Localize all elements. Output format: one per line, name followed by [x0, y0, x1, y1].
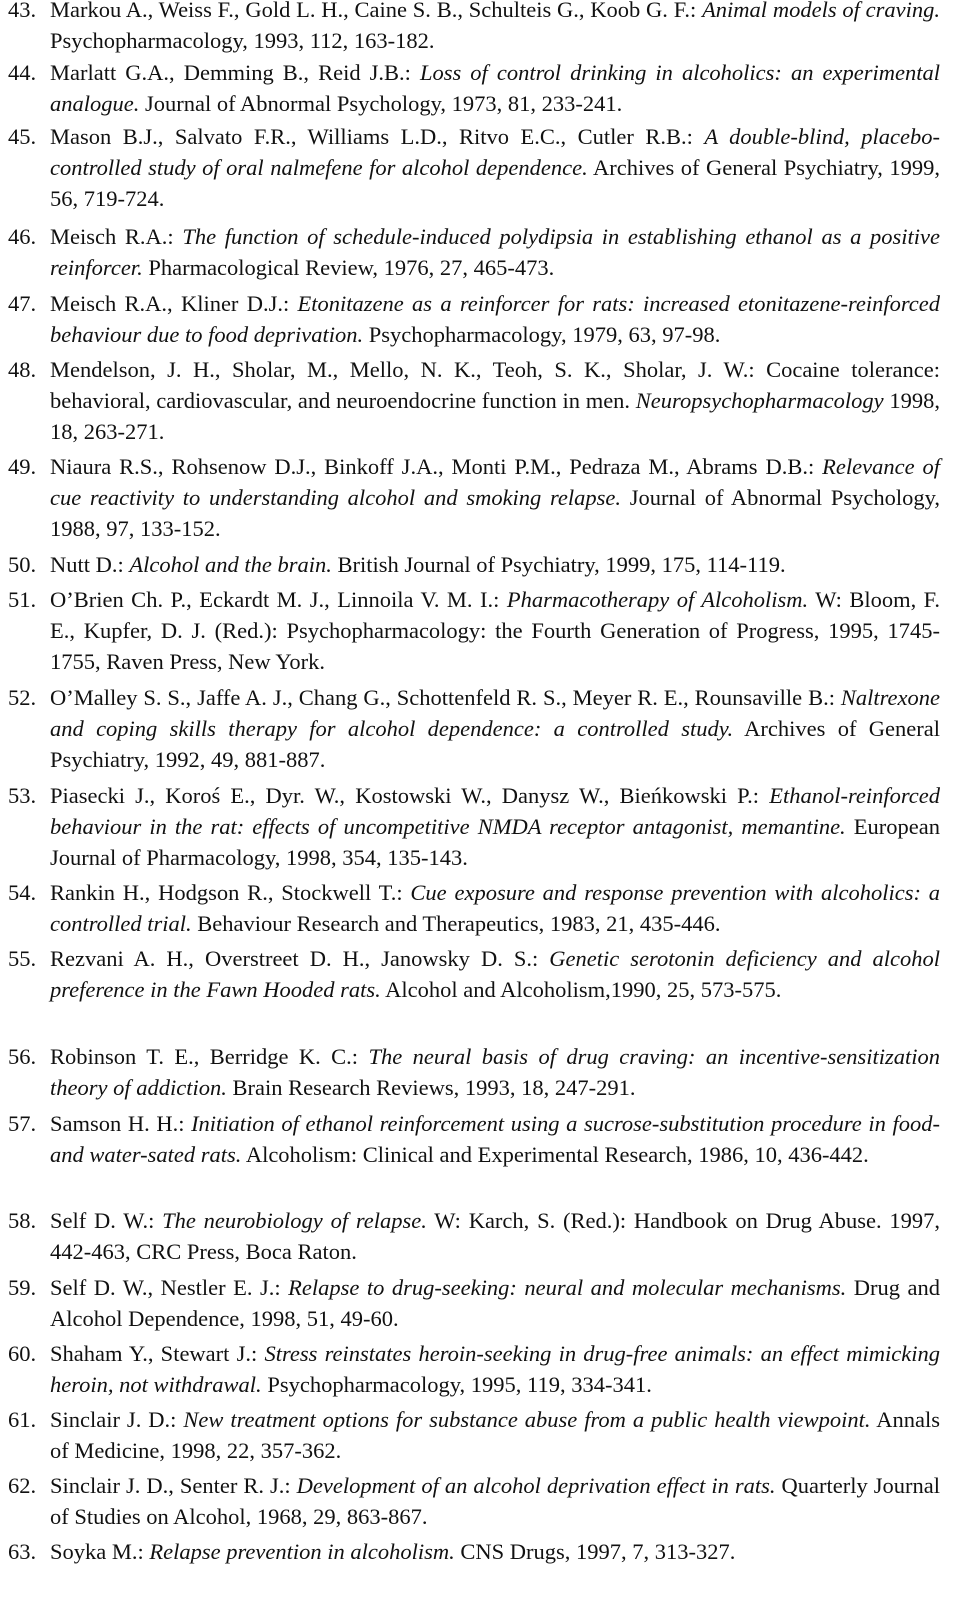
reference-text	[50, 1041, 940, 1103]
reference-entry	[8, 354, 940, 447]
reference-number: 61.	[8, 1407, 37, 1432]
reference-text	[50, 877, 940, 939]
reference-source: Alcoholism: Clinical and Experimental Research, 1986, 10, 436-442.	[241, 1142, 869, 1167]
reference-authors: Soyka M.:	[50, 1539, 150, 1564]
reference-number: 58.	[8, 1208, 37, 1233]
reference-text	[50, 0, 940, 56]
reference-number: 54.	[8, 880, 37, 905]
reference-title: Initiation of ethanol reinforcement using a sucrose-substitution procedure in food- and water-sated rats.	[50, 1111, 940, 1167]
reference-authors: Samson H. H.:	[50, 1111, 192, 1136]
reference-entry	[8, 1205, 940, 1267]
reference-source: W: Bloom, F. E., Kupfer, D. J. (Red.): Psychopharmacology: the Fourth Generation of Progress, 1995, 1745-1755, Raven Press, New York.	[50, 587, 941, 674]
reference-title: Development of an alcohol deprivation effect in rats.	[296, 1473, 776, 1498]
reference-source: Drug and Alcohol Dependence, 1998, 51, 49-60.	[50, 1275, 940, 1331]
reference-entry	[8, 682, 940, 775]
reference-source: Archives of General Psychiatry, 1992, 49, 881-887.	[50, 716, 940, 772]
reference-authors: Markou A., Weiss F., Gold L. H., Caine S. B., Schulteis G., Koob G. F.:	[50, 0, 703, 22]
reference-authors: Shaham Y., Stewart J.:	[50, 1341, 265, 1366]
reference-title: Relapse to drug-seeking: neural and molecular mechanisms.	[288, 1275, 847, 1300]
reference-source: Psychopharmacology, 1979, 63, 97-98.	[363, 322, 721, 347]
reference-title: Alcohol and the brain.	[129, 552, 332, 577]
reference-number: 49.	[8, 454, 37, 479]
reference-entry	[8, 780, 940, 873]
reference-entry	[8, 1338, 940, 1400]
reference-title: Animal models of craving.	[702, 0, 940, 22]
reference-text	[50, 780, 940, 873]
reference-entry	[8, 549, 940, 580]
reference-title: The neurobiology of relapse.	[162, 1208, 427, 1233]
reference-source: 1998, 18, 263-271.	[50, 388, 940, 444]
reference-authors: Rankin H., Hodgson R., Stockwell T.:	[50, 880, 411, 905]
reference-text	[50, 1272, 940, 1334]
reference-number: 46.	[8, 224, 37, 249]
reference-text	[50, 1404, 940, 1466]
reference-text	[50, 682, 940, 775]
reference-text	[50, 943, 940, 1005]
reference-entry	[8, 1041, 940, 1103]
reference-source: W: Karch, S. (Red.): Handbook on Drug Abuse. 1997, 442-463, CRC Press, Boca Raton.	[50, 1208, 940, 1264]
reference-number: 52.	[8, 685, 37, 710]
reference-title: Relevance of cue reactivity to understanding alcohol and smoking relapse.	[50, 454, 940, 510]
reference-number: 63.	[8, 1539, 37, 1564]
reference-number: 57.	[8, 1111, 37, 1136]
reference-authors: Sinclair J. D., Senter R. J.:	[50, 1473, 297, 1498]
reference-text	[50, 1536, 940, 1567]
reference-text	[50, 1470, 940, 1532]
reference-authors: Robinson T. E., Berridge K. C.:	[50, 1044, 369, 1069]
reference-text	[50, 451, 940, 544]
reference-source: Archives of General Psychiatry, 1999, 56, 719-724.	[50, 155, 941, 211]
reference-title: Cue exposure and response prevention with alcoholics: a controlled trial.	[50, 880, 941, 936]
reference-source: CNS Drugs, 1997, 7, 313-327.	[454, 1539, 736, 1564]
reference-number: 50.	[8, 552, 37, 577]
reference-source: Alcohol and Alcoholism,1990, 25, 573-575.	[380, 977, 782, 1002]
reference-title: Neuropsychopharmacology	[635, 388, 884, 413]
reference-authors: Self D. W.:	[50, 1208, 163, 1233]
reference-source: Pharmacological Review, 1976, 27, 465-473.	[142, 255, 555, 280]
reference-authors: Meisch R.A., Kliner D.J.:	[50, 291, 298, 316]
reference-source: Quarterly Journal of Studies on Alcohol, 1968, 29, 863-867.	[50, 1473, 940, 1529]
reference-source: European Journal of Pharmacology, 1998, 354, 135-143.	[50, 814, 940, 870]
reference-text	[50, 354, 940, 447]
reference-entry	[8, 1536, 940, 1567]
reference-entry	[8, 121, 940, 214]
reference-source: Psychopharmacology, 1995, 119, 334-341.	[261, 1372, 652, 1397]
reference-number: 48.	[8, 357, 37, 382]
reference-authors: Marlatt G.A., Demming B., Reid J.B.:	[50, 60, 420, 85]
reference-authors: Nutt D.:	[50, 552, 130, 577]
reference-entry	[8, 451, 940, 544]
reference-text	[50, 1108, 940, 1170]
reference-text	[50, 288, 940, 350]
reference-source: British Journal of Psychiatry, 1999, 175, 114-119.	[331, 552, 786, 577]
reference-number: 53.	[8, 783, 37, 808]
reference-text	[50, 1205, 940, 1267]
reference-number: 55.	[8, 946, 37, 971]
reference-text	[50, 549, 940, 580]
reference-title: A double-blind, placebo-controlled study of oral nalmefene for alcohol dependence.	[50, 124, 940, 180]
reference-number: 60.	[8, 1341, 37, 1366]
reference-number: 59.	[8, 1275, 37, 1300]
reference-number: 51.	[8, 587, 37, 612]
reference-title: Loss of control drinking in alcoholics: an experimental analogue.	[50, 60, 940, 116]
reference-authors: Mendelson, J. H., Sholar, M., Mello, N. K., Teoh, S. K., Sholar, J. W.: Cocaine tolerance: behavioral, cardiovascular, and neuroendocrine function in men.	[50, 357, 940, 413]
reference-entry	[8, 584, 940, 677]
reference-entry	[8, 57, 940, 119]
reference-entry	[8, 0, 940, 56]
reference-source: Journal of Abnormal Psychology, 1973, 81, 233-241.	[139, 91, 623, 116]
reference-source: Behaviour Research and Therapeutics, 1983, 21, 435-446.	[191, 911, 721, 936]
reference-title: New treatment options for substance abuse from a public health viewpoint.	[183, 1407, 871, 1432]
reference-entry	[8, 221, 940, 283]
reference-title: Etonitazene as a reinforcer for rats: increased etonitazene-reinforced behaviour due to food deprivation.	[50, 291, 940, 347]
reference-title: The neural basis of drug craving: an incentive-sensitization theory of addiction.	[50, 1044, 940, 1100]
reference-authors: Sinclair J. D.:	[50, 1407, 184, 1432]
reference-title: Pharmacotherapy of Alcoholism.	[506, 587, 809, 612]
reference-authors: O’Malley S. S., Jaffe A. J., Chang G., Schottenfeld R. S., Meyer R. E., Rounsaville B.:	[50, 685, 841, 710]
reference-source: Annals of Medicine, 1998, 22, 357-362.	[50, 1407, 940, 1463]
reference-number: 47.	[8, 291, 37, 316]
reference-title: Naltrexone and coping skills therapy for alcohol dependence: a controlled study.	[50, 685, 940, 741]
reference-authors: Mason B.J., Salvato F.R., Williams L.D., Ritvo E.C., Cutler R.B.:	[50, 124, 705, 149]
reference-title: Stress reinstates heroin-seeking in drug-free animals: an effect mimicking heroin, not withdrawal.	[50, 1341, 940, 1397]
reference-text	[50, 221, 940, 283]
reference-entry	[8, 943, 940, 1005]
reference-authors: Piasecki J., Koroś E., Dyr. W., Kostowski W., Danysz W., Bieńkowski P.:	[50, 783, 770, 808]
reference-entry	[8, 1272, 940, 1334]
reference-source: Psychopharmacology, 1993, 112, 163-182.	[50, 28, 435, 53]
reference-title: The function of schedule-induced polydipsia in establishing ethanol as a positive reinforcer.	[50, 224, 941, 280]
reference-title: Genetic serotonin deficiency and alcohol preference in the Fawn Hooded rats.	[50, 946, 941, 1002]
reference-entry	[8, 1470, 940, 1532]
reference-entry	[8, 1108, 940, 1170]
reference-source: Journal of Abnormal Psychology, 1988, 97, 133-152.	[50, 485, 941, 541]
reference-entry	[8, 288, 940, 350]
reference-text	[50, 584, 940, 677]
reference-authors: Rezvani A. H., Overstreet D. H., Janowsky D. S.:	[50, 946, 550, 971]
reference-text	[50, 57, 940, 119]
reference-title: Ethanol-reinforced behaviour in the rat: effects of uncompetitive NMDA receptor antagonist, memantine.	[50, 783, 940, 839]
reference-number: 45.	[8, 124, 37, 149]
reference-entry	[8, 1404, 940, 1466]
reference-authors: Meisch R.A.:	[50, 224, 183, 249]
reference-number: 56.	[8, 1044, 37, 1069]
reference-authors: Niaura R.S., Rohsenow D.J., Binkoff J.A., Monti P.M., Pedraza M., Abrams D.B.:	[50, 454, 823, 479]
reference-authors: Self D. W., Nestler E. J.:	[50, 1275, 289, 1300]
reference-entry	[8, 877, 940, 939]
reference-source: Brain Research Reviews, 1993, 18, 247-291.	[226, 1075, 636, 1100]
reference-number: 62.	[8, 1473, 37, 1498]
reference-title: Relapse prevention in alcoholism.	[149, 1539, 455, 1564]
reference-text	[50, 1338, 940, 1400]
reference-text	[50, 121, 940, 214]
reference-number: 43.	[8, 0, 37, 22]
reference-authors: O’Brien Ch. P., Eckardt M. J., Linnoila V. M. I.:	[50, 587, 507, 612]
reference-number: 44.	[8, 60, 37, 85]
